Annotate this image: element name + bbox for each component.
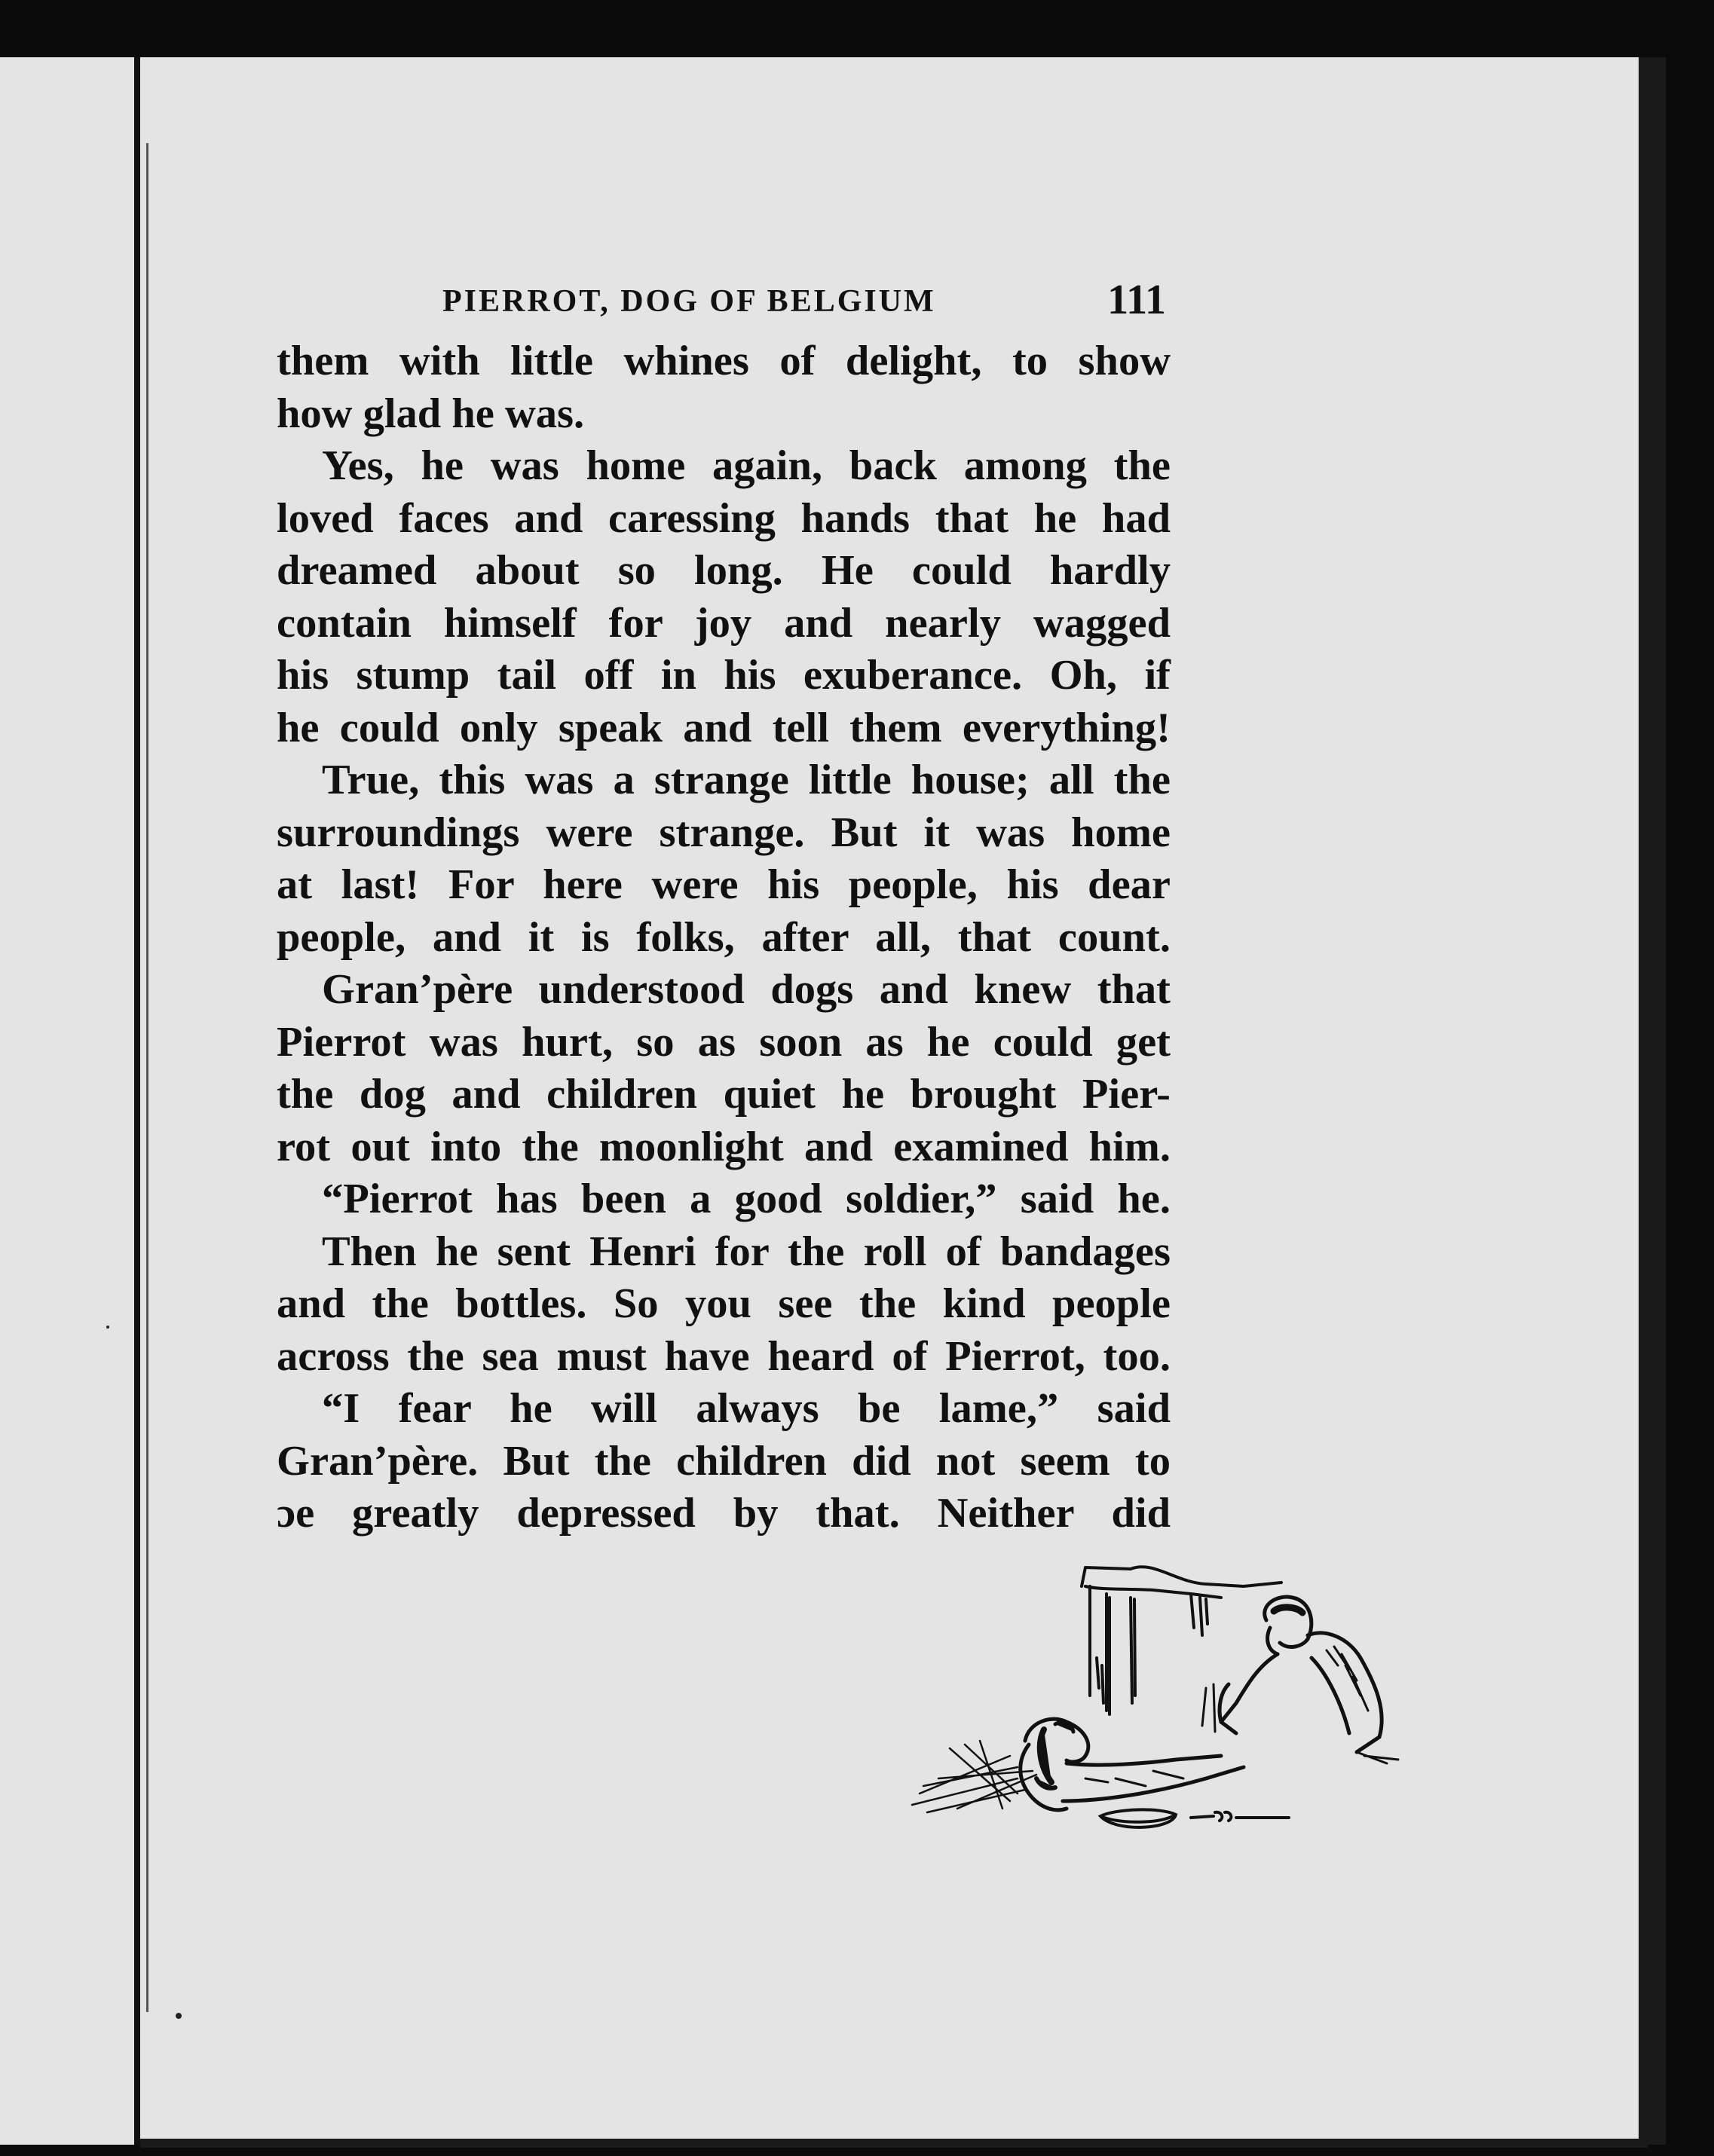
gutter-fold-line (146, 143, 148, 2012)
text-line: Gran’père. But the children did not seem to (277, 1437, 1171, 1485)
text-line: people, and it is folks, after all, that count. (277, 913, 1171, 961)
text-line: loved faces and caressing hands that he had (277, 494, 1171, 542)
page-bottom-edge (140, 2139, 1648, 2148)
text-line: how glad he was. (277, 390, 585, 437)
text-line: Then he sent Henri for the roll of bandages (322, 1228, 1171, 1275)
text-line: the dog and children quiet he brought Pier- (277, 1071, 1171, 1118)
text-line: his stump tail off in his exuberance. Oh, if (277, 652, 1171, 699)
bowl-drawing (1100, 1809, 1289, 1827)
running-head (442, 277, 1166, 330)
text-line: at last! For here were his people, his dear (277, 861, 1171, 908)
text-line: he could only speak and tell them everything! (277, 704, 1171, 751)
text-line: surroundings were strange. But it was home (277, 809, 1171, 856)
text-line: “Pierrot has been a good soldier,” said he. (322, 1176, 1171, 1222)
running-title: PIERROT, DOG OF BELGIUM (442, 284, 936, 319)
page-number: 111 (1107, 277, 1166, 323)
text-line: across the sea must have heard of Pierrot, too. (277, 1332, 1171, 1380)
body-text (277, 335, 1171, 1540)
text-line: rot out into the moonlight and examined him. (277, 1123, 1171, 1170)
text-line: Gran’père understood dogs and knew that (322, 966, 1171, 1013)
page-right-edge (1639, 57, 1666, 2145)
text-line: Pierrot was hurt, so as soon as he could get (277, 1018, 1171, 1066)
text-line: and the bottles. So you see the kind people (277, 1280, 1171, 1327)
straw-drawing (912, 1741, 1036, 1812)
text-line: dreamed about so long. He could hardly (277, 547, 1171, 594)
gutter-shadow (134, 57, 140, 2145)
doorway-drawing (1082, 1567, 1281, 1714)
text-line: contain himself for joy and nearly wagged (277, 599, 1171, 647)
scan-speck (106, 1326, 109, 1329)
dog-drawing (1021, 1719, 1244, 1810)
man-drawing (1202, 1597, 1398, 1763)
scan-speck (176, 2013, 182, 2019)
text-line: “I fear he will always be lame,” said (322, 1385, 1171, 1432)
text-line: them with little whines of delight, to show (277, 338, 1171, 384)
text-line: ɔe greatly depressed by that. Neither did (277, 1490, 1171, 1537)
text-line: Yes, he was home again, back among the (322, 442, 1171, 489)
text-line: True, this was a strange little house; all the (322, 757, 1171, 803)
illustration-man-bandaging-dog (904, 1552, 1432, 1907)
